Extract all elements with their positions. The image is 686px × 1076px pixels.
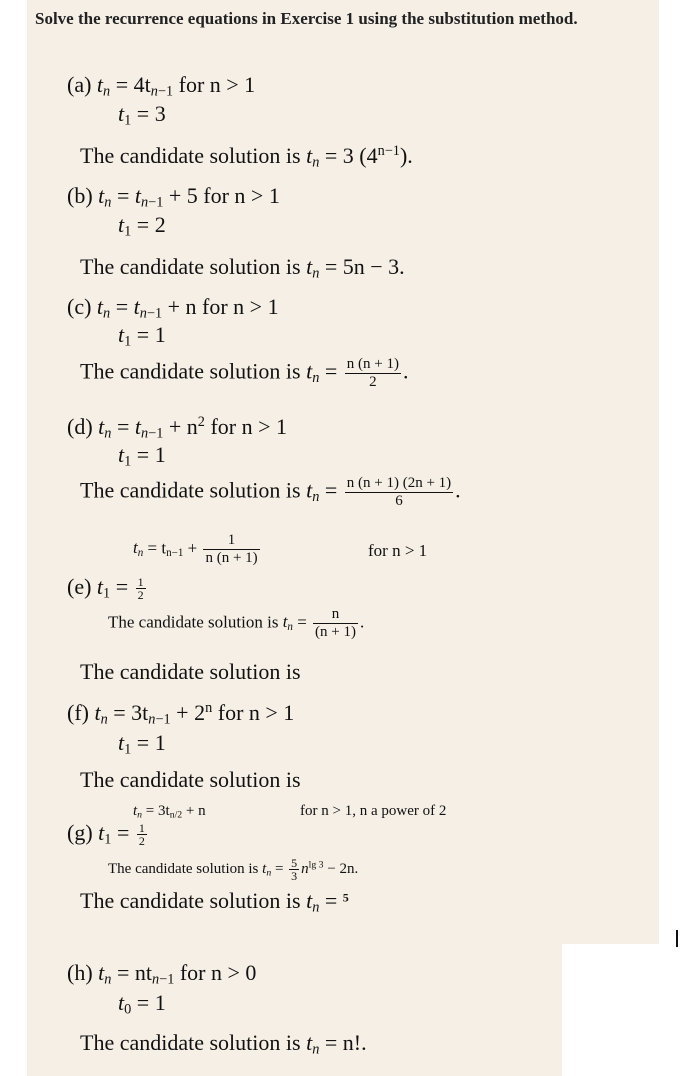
blank-corner [562,944,686,1076]
item-f-recurrence: (f) $t_n = 3t_{n-1} + 2^n$ for n > 1 [67,700,295,728]
item-h-recurrence: (h) $t_n = nt_{n-1}$ for n > 0 [67,960,257,988]
item-a-initial: $t_1 = 3$ [118,101,166,129]
item-g-condition: for n > 1, n a power of 2 [300,803,447,819]
item-c-initial: $t_1 = 1$ [118,322,166,350]
item-e-condition: for n > 1 [368,541,428,560]
item-b-initial: $t_1 = 2$ [118,212,166,240]
item-b-candidate: The candidate solution is $t_n = 5n - 3$. [80,254,405,282]
item-a-recurrence: (a) $t_n = 4t_{n-1}$ for n > 1 [67,72,256,100]
intro-text: Solve the recurrence equations in Exercise 1 using the substitution method. [35,9,578,28]
item-c-candidate: The candidate solution is $t_n$ = $\frac{n (n + 1)}{2}$ . [80,356,409,390]
item-e-recurrence: $t_n = t_{n-1}$ + $\frac{1}{n (n + 1)}$ [133,532,258,566]
item-b-recurrence: (b) $t_n = t_{n-1} + 5$ for n > 1 [67,183,280,211]
item-g-initial: (g) $t_1$ = $\frac{1}{2}$ [67,820,145,849]
item-d-recurrence: (d) $t_n = t_{n-1} + n^2$ for n > 1 [67,414,287,442]
item-e-initial: (e) $t_1$ = $\frac{1}{2}$ [67,574,144,603]
item-d-initial: $t_1 = 1$ [118,442,166,470]
item-f-initial: $t_1 = 1$ [118,730,166,758]
item-g-candidate: The candidate solution is $t_n$ = $\frac{5}{3}$ $n^{lg 3} - 2n$. [108,856,359,883]
item-d-candidate: The candidate solution is $t_n$ = $\frac{n (n + 1) (2n + 1)}{6}$ . [80,475,461,509]
item-c-recurrence: (c) $t_n = t_{n-1} + n$ for n > 1 [67,294,279,322]
extra-candidate-line: The candidate solution is [80,659,301,684]
text-cursor [676,930,678,947]
item-f-candidate: The candidate solution is [80,767,301,792]
item-g-extra-candidate: The candidate solution is $t_n = ^5$ [80,888,349,916]
item-h-candidate: The candidate solution is $t_n = n$!. [80,1030,367,1058]
item-g-recurrence: $t_n = 3t_{n/2} + n$ [133,803,206,821]
item-e-candidate: The candidate solution is $t_n$ = $\frac{n}{(n + 1)}$ . [108,606,365,640]
item-h-initial: $t_0 = 1$ [118,990,166,1018]
item-a-candidate: The candidate solution is $t_n = 3$ $(4^{n-1})$. [80,143,413,171]
